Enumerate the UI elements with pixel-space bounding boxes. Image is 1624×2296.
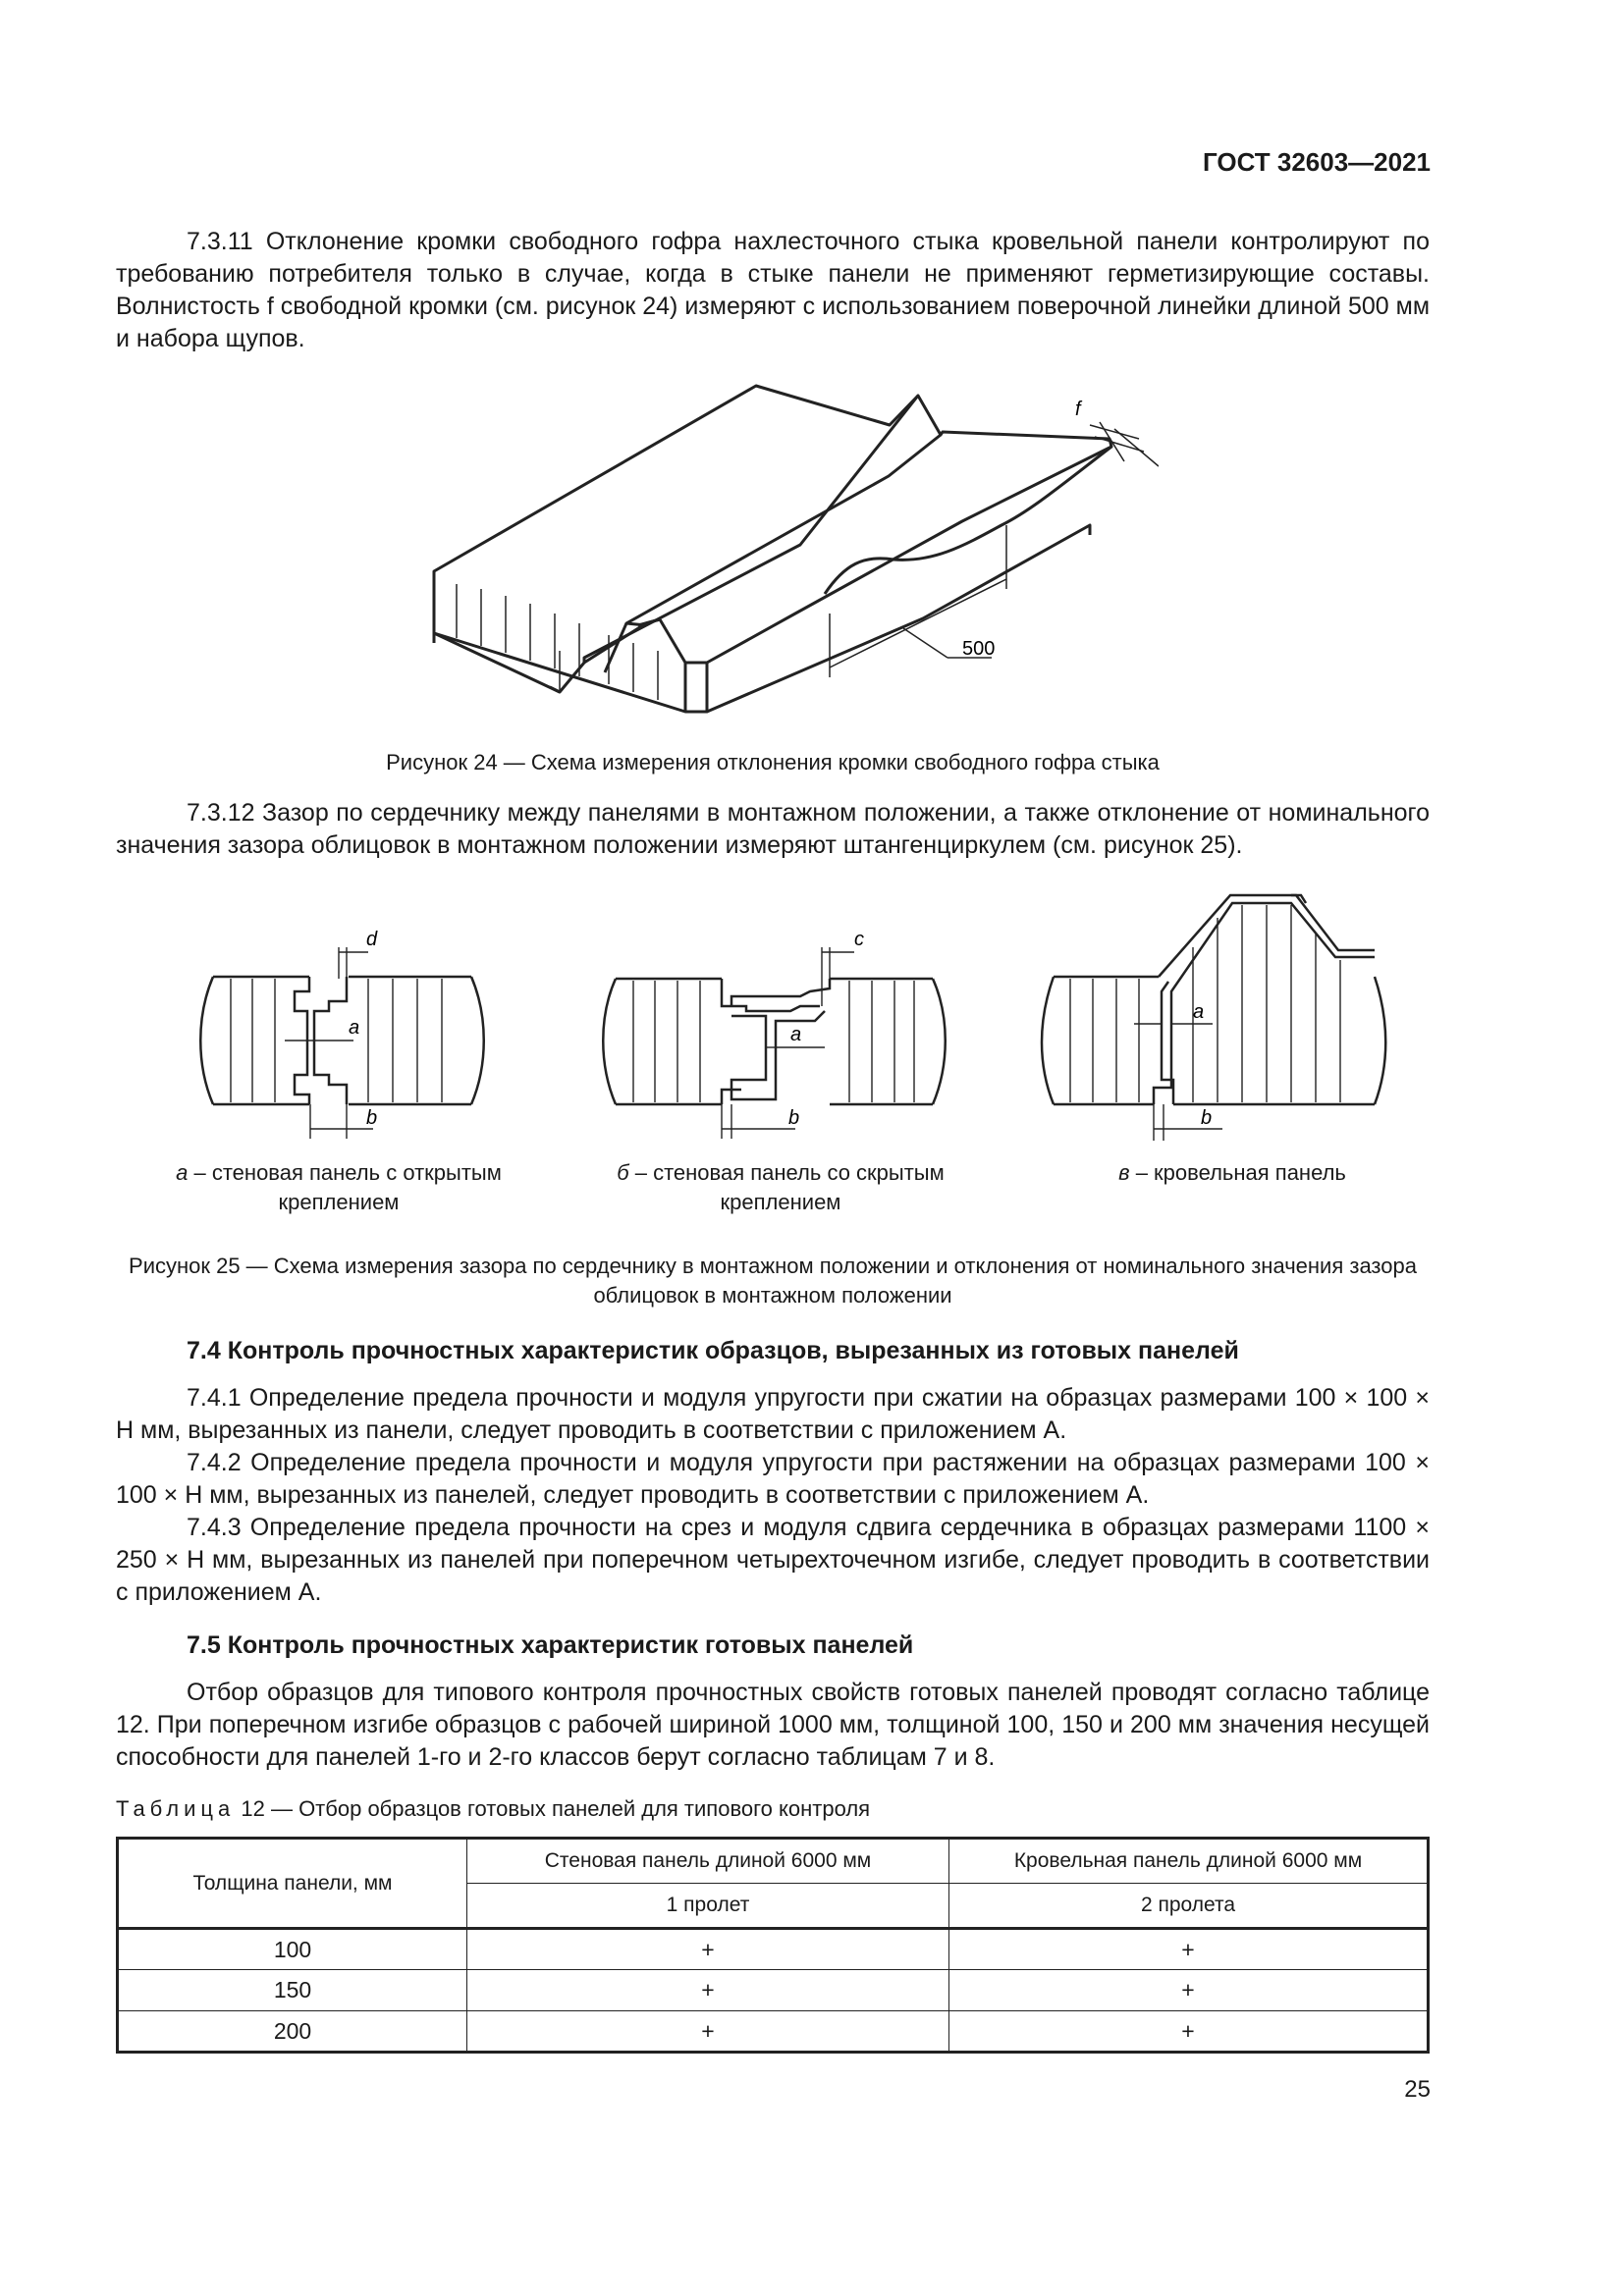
table-cell: + [467, 2011, 949, 2053]
figure-25a-drawing [191, 918, 496, 1144]
table-subheader-1-span: 1 пролет [467, 1884, 949, 1929]
fig25a-d-label: d [366, 929, 378, 950]
fig25b-b-label: b [788, 1107, 800, 1129]
table-header-thickness: Толщина панели, мм [118, 1839, 467, 1929]
table-cell: + [467, 1929, 949, 1970]
table-cell: + [467, 1970, 949, 2011]
figure-25c-caption: в – кровельная панель [1118, 1160, 1346, 1185]
dim-f-label: f [1075, 399, 1081, 420]
figure-25b-drawing [594, 918, 967, 1144]
table-row [118, 1970, 1429, 2011]
paragraph-7-3-11: 7.3.11 Отклонение кромки свободного гофра нахлесточного стыка кровельной панели контролируют по требованию потребителя только в случае, когда в стыке панели не применяют герметизирующие составы. Волнистость f свободной кромки (см. рисунок 24) измеряют с использованием поверочной линейки длиной 500 мм и набора щупов. [116, 228, 1430, 352]
fig25a-a-label: a [349, 1017, 360, 1039]
fig25c-a-label: a [1193, 1001, 1205, 1023]
paragraph-7-5: Отбор образцов для типового контроля прочностных свойств готовых панелей проводят согласно таблице 12. При поперечном изгибе образцов с рабочей шириной 1000 мм, толщиной 100, 150 и 200 мм значения несущей способности для панелей 1-го и 2-го классов берут согласно таблицам 7 и 8. [116, 1679, 1430, 1771]
table-subheader-2-spans: 2 пролета [949, 1884, 1429, 1929]
fig25c-b-label: b [1201, 1107, 1213, 1129]
figure-25a-caption: а – стеновая панель с открытым креплением [176, 1160, 502, 1214]
figure-24-drawing [412, 378, 1159, 721]
paragraph-7-4-2: 7.4.2 Определение предела прочности и модуля упругости при растяжении на образцах размерами 100 × 100 × H мм, вырезанных из панелей, следует проводить в соответствии с приложением А. [116, 1449, 1430, 1509]
figure-25b-caption: б – стеновая панель со скрытым креплением [617, 1160, 945, 1214]
figure-25c-drawing [1026, 883, 1399, 1144]
standard-header: ГОСТ 32603—2021 [1203, 147, 1431, 177]
page-number: 25 [1404, 2076, 1431, 2103]
table-row [118, 2011, 1429, 2053]
heading-7-5: 7.5 Контроль прочностных характеристик готовых панелей [187, 1631, 914, 1659]
dim-500-label: 500 [962, 638, 996, 660]
fig25b-a-label: a [790, 1024, 802, 1045]
paragraph-7-3-12: 7.3.12 Зазор по сердечнику между панелями в монтажном положении, а также отклонение от номинального значения зазора облицовок в монтажном положении измеряют штангенциркулем (см. рисунок 25). [116, 799, 1430, 859]
table-cell: + [949, 1929, 1429, 1970]
table-cell: 100 [118, 1929, 467, 1970]
table-cell: + [949, 1970, 1429, 2011]
table-12-caption: Таблица 12 — Отбор образцов готовых панелей для типового контроля [116, 1796, 871, 1821]
fig25a-b-label: b [366, 1107, 378, 1129]
heading-7-4: 7.4 Контроль прочностных характеристик образцов, вырезанных из готовых панелей [187, 1337, 1239, 1364]
table-row [118, 1929, 1429, 1970]
table-cell: 200 [118, 2011, 467, 2053]
table-12 [116, 1837, 1430, 2054]
fig25b-c-label: c [854, 929, 864, 950]
figure-24-caption: Рисунок 24 — Схема измерения отклонения кромки свободного гофра стыка [386, 750, 1160, 774]
table-cell: + [949, 2011, 1429, 2053]
figure-25-caption: Рисунок 25 — Схема измерения зазора по сердечнику в монтажном положении и отклонения от номинального значения зазора облицовок в монтажном положении [129, 1254, 1417, 1308]
table-cell: 150 [118, 1970, 467, 2011]
table-header-wall-panel: Стеновая панель длиной 6000 мм [467, 1839, 949, 1884]
table-header-roof-panel: Кровельная панель длиной 6000 мм [949, 1839, 1429, 1884]
paragraph-7-4-1: 7.4.1 Определение предела прочности и модуля упругости при сжатии на образцах размерами 100 × 100 × H мм, вырезанных из панели, следует проводить в соответствии с приложением А. [116, 1384, 1430, 1444]
paragraph-7-4-3: 7.4.3 Определение предела прочности на срез и модуля сдвига сердечника в образцах размерами 1100 × 250 × H мм, вырезанных из панелей при поперечном четырехточечном изгибе, следует проводить в соответствии с приложением А. [116, 1514, 1430, 1606]
